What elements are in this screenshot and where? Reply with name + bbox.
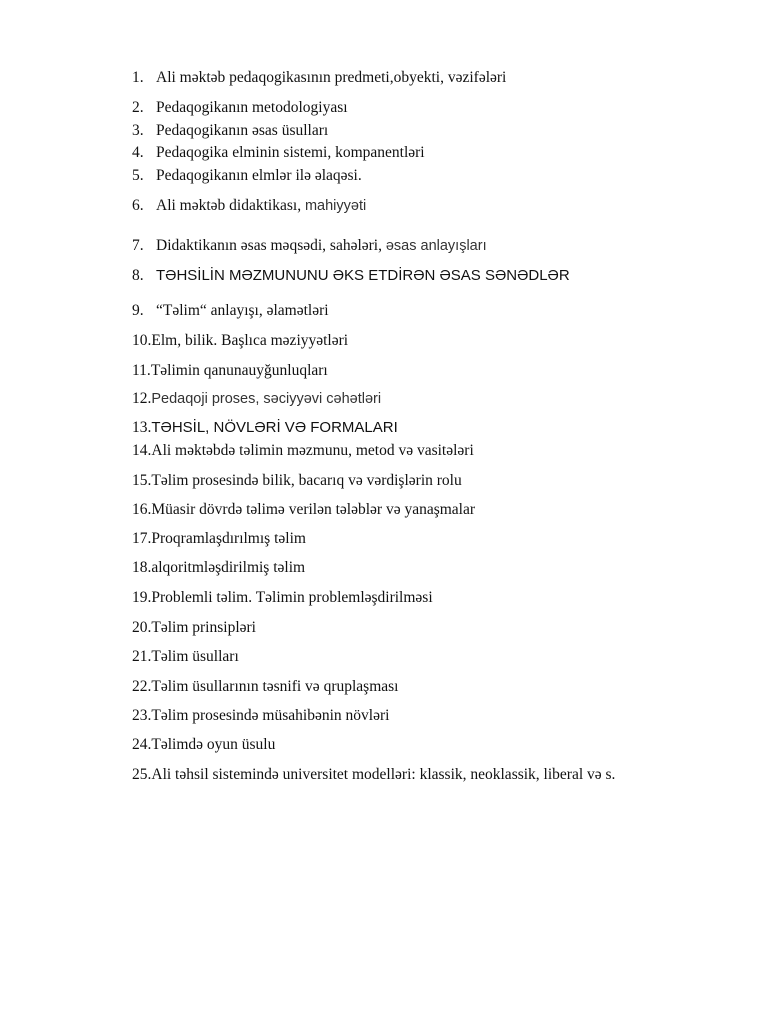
list-item-number: 9. — [132, 302, 144, 319]
list-item-number: 6. — [132, 197, 144, 214]
list-item — [132, 301, 329, 321]
list-item-number: 5. — [132, 167, 144, 184]
list-item — [132, 706, 389, 726]
list-item — [132, 441, 474, 461]
list-item-number: 25. — [132, 766, 152, 783]
list-item-number: 12. — [132, 390, 152, 407]
list-item — [132, 677, 398, 697]
list-item — [132, 266, 570, 286]
list-item-number: 21. — [132, 648, 152, 665]
list-item-text: TƏHSİL, NÖVLƏRİ VƏ FORMALARI — [151, 419, 398, 436]
list-item-number: 19. — [132, 589, 152, 606]
list-item-number: 11. — [132, 362, 151, 379]
list-item-number: 1. — [132, 69, 144, 86]
list-item-text: Müasir dövrdə təlimə verilən tələblər və yanaşmalar — [151, 501, 476, 518]
list-item — [132, 236, 487, 256]
list-item-text: Didaktikanın əsas məqsədi, sahələri, — [156, 237, 386, 254]
list-item-number: 7. — [132, 237, 144, 254]
list-item — [132, 331, 348, 351]
list-item — [132, 98, 348, 118]
list-item — [132, 418, 398, 438]
list-item-text: Pedaqogikanın əsas üsulları — [156, 122, 329, 139]
list-item — [132, 121, 328, 141]
list-item-text: Təlimin qanunauyğunluqları — [150, 362, 328, 379]
list-item-text: Ali məktəbdə təlimin məzmunu, metod və vasitələri — [151, 442, 474, 459]
list-item — [132, 529, 306, 549]
list-item — [132, 618, 256, 638]
list-item-text: Pedaqoji proses, səciyyəvi cəhətləri — [151, 391, 382, 407]
list-item — [132, 647, 239, 667]
list-item-text: Təlim prosesində bilik, bacarıq və vərdişlərin rolu — [151, 472, 462, 489]
list-item-number: 20. — [132, 619, 152, 636]
list-item-number: 18. — [132, 559, 152, 576]
list-item-text: Təlim prosesində müsahibənin növləri — [151, 707, 390, 724]
list-item — [132, 361, 328, 381]
list-item-number: 15. — [132, 472, 152, 489]
list-item-text: “Təlim“ anlayışı, əlamətləri — [156, 302, 329, 319]
list-item — [132, 196, 366, 216]
list-item-number: 24. — [132, 736, 152, 753]
list-item-text: Proqramlaşdırılmış təlim — [151, 530, 306, 547]
list-item-text: Pedaqogikanın elmlər ilə əlaqəsi. — [156, 167, 362, 184]
list-item-number: 17. — [132, 530, 152, 547]
list-item-number: 13. — [132, 419, 152, 436]
list-item — [132, 765, 615, 785]
list-item — [132, 389, 381, 409]
list-item-text: Ali məktəb pedaqogikasının predmeti,obyekti, vəzifələri — [156, 69, 507, 86]
list-item-number: 2. — [132, 99, 144, 116]
list-item-number: 23. — [132, 707, 152, 724]
list-item-number: 3. — [132, 122, 144, 139]
list-item-number: 4. — [132, 144, 144, 161]
list-item-text: Problemli təlim. Təlimin problemləşdirilməsi — [151, 589, 433, 606]
list-item-text: əsas anlayışları — [385, 238, 487, 254]
list-item — [132, 500, 475, 520]
list-item-text: mahiyyəti — [304, 198, 367, 214]
list-item — [132, 68, 506, 88]
list-item-text: TƏHSİLİN MƏZMUNUNU ƏKS ETDİRƏN ƏSAS SƏNƏDLƏR — [156, 267, 570, 284]
list-item-text: Ali məktəb didaktikası, — [156, 197, 305, 214]
list-item — [132, 735, 275, 755]
list-item-text: Elm, bilik. Başlıca məziyyətləri — [151, 332, 349, 349]
list-item-text: Təlimdə oyun üsulu — [151, 736, 276, 753]
list-item — [132, 471, 462, 491]
list-item-number: 14. — [132, 442, 152, 459]
list-item-text: alqoritmləşdirilmiş təlim — [151, 559, 306, 576]
list-item-number: 16. — [132, 501, 152, 518]
list-item — [132, 166, 362, 186]
list-item-text: Pedaqogika elminin sistemi, kompanentləri — [156, 144, 425, 161]
list-item-text: Ali təhsil sistemində universitet modelləri: klassik, neoklassik, liberal və s. — [151, 766, 616, 783]
list-item-text: Pedaqogikanın metodologiyası — [156, 99, 348, 116]
list-item — [132, 558, 305, 578]
list-item — [132, 588, 433, 608]
list-item — [132, 143, 425, 163]
list-item-text: Təlim üsullarının təsnifi və qruplaşması — [151, 678, 399, 695]
list-item-text: Təlim üsulları — [151, 648, 239, 665]
list-item-text: Təlim prinsipləri — [151, 619, 256, 636]
list-item-number: 8. — [132, 267, 144, 284]
list-item-number: 22. — [132, 678, 152, 695]
list-item-number: 10. — [132, 332, 152, 349]
